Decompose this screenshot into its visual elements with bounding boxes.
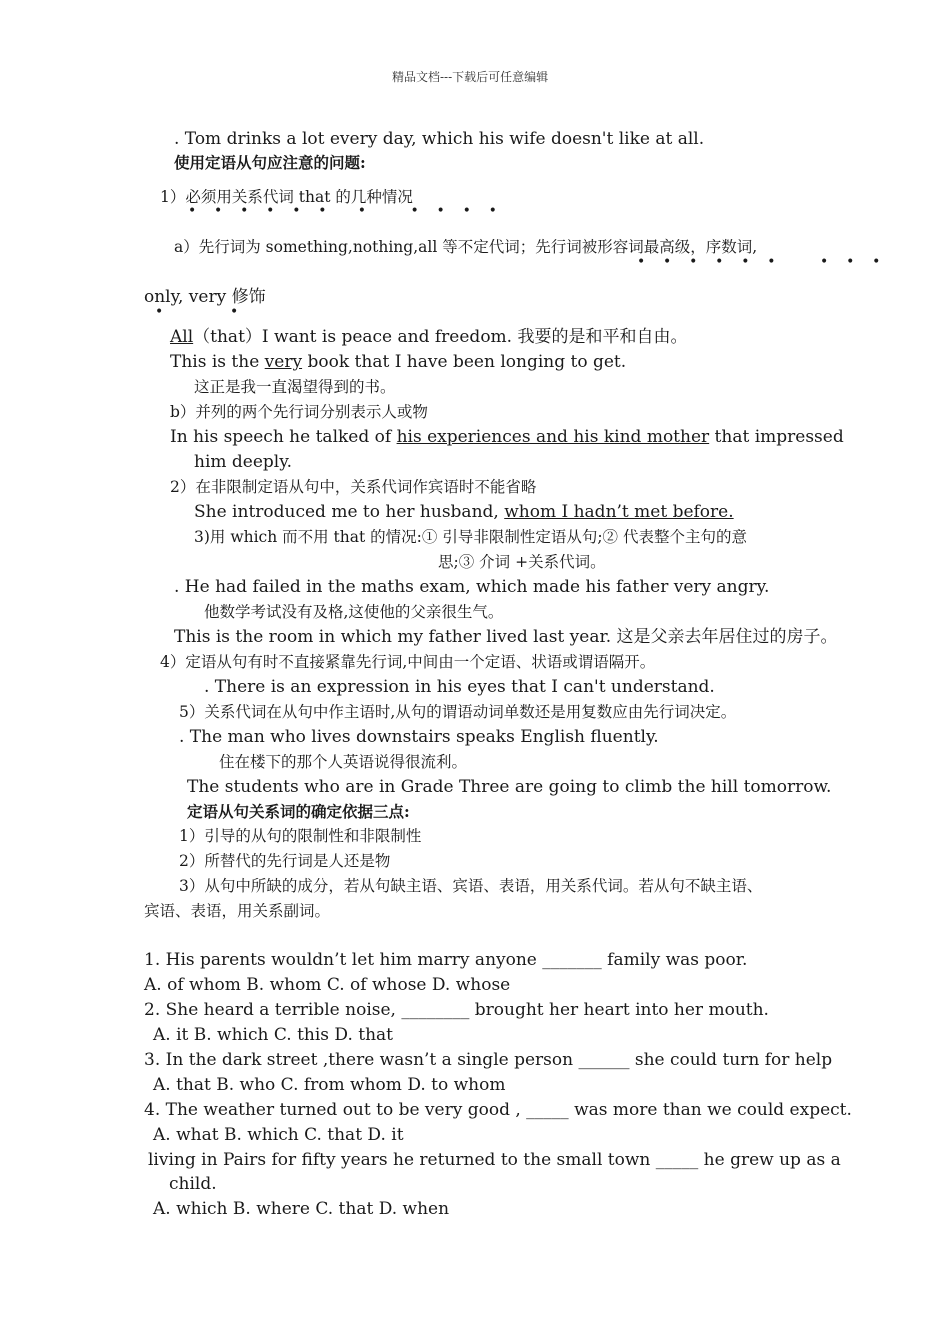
translation: 他数学考试没有及格,这使他的父亲很生气。 — [204, 603, 504, 621]
rule-item: 2）在非限制定语从句中，关系代词作宾语时不能省略 — [170, 478, 537, 496]
question-options: A. it B. which C. this D. that — [153, 1025, 394, 1045]
example-sentence — [170, 426, 844, 448]
example-sentence — [170, 351, 626, 373]
underlined-word: very — [264, 352, 303, 372]
rule-item: 思;③ 介词 +关系代词。 — [438, 553, 606, 571]
emphasis-dots: • • • • • • • • • — [637, 254, 881, 270]
section-heading: 定语从句关系词的确定依据三点: — [187, 802, 410, 821]
question-options: A. of whom B. whom C. of whose D. whose — [144, 975, 511, 995]
rule-item: b）并列的两个先行词分别表示人或物 — [170, 403, 428, 421]
example-sentence: him deeply. — [194, 452, 292, 472]
example-sentence: The students who are in Grade Three are going to climb the hill tomorrow. — [187, 777, 832, 797]
example-sentence: . There is an expression in his eyes that I can't understand. — [204, 677, 715, 697]
translation: 这正是我一直渴望得到的书。 — [194, 378, 396, 396]
emphasis-dots: • • — [155, 304, 239, 320]
page-header: 精品文档---下载后可任意编辑 — [392, 70, 549, 84]
question-options: A. that B. who C. from whom D. to whom — [153, 1075, 506, 1095]
question: 1. His parents wouldn’t let him marry anyone _______ family was poor. — [144, 950, 748, 970]
sentence-text: book that I have been longing to get. — [302, 352, 627, 372]
question: child. — [169, 1174, 217, 1194]
rule-item: 3）从句中所缺的成分，若从句缺主语、宾语、表语，用关系代词。若从句不缺主语、 — [179, 877, 763, 895]
question: living in Pairs for fifty years he returned to the small town _____ he grew up as a — [148, 1150, 841, 1170]
example-sentence — [170, 326, 687, 348]
rule-item: 1）必须用关系代词 that 的几种情况 — [160, 188, 413, 206]
sentence-text: （that）I want is peace and freedom. 我要的是和平和自由。 — [193, 327, 688, 347]
sentence-text: This is the — [170, 352, 265, 372]
rule-item: 2）所替代的先行词是人还是物 — [179, 852, 391, 870]
question-options: A. what B. which C. that D. it — [153, 1125, 404, 1145]
example-sentence: . He had failed in the maths exam, which made his father very angry. — [174, 577, 770, 597]
rule-item: 1）引导的从句的限制性和非限制性 — [179, 827, 422, 845]
example-sentence: . Tom drinks a lot every day, which his wife doesn't like at all. — [174, 129, 705, 149]
underlined-word: All — [170, 327, 194, 347]
rule-item: 5）关系代词在从句中作主语时,从句的谓语动词单数还是用复数应由先行词决定。 — [179, 703, 737, 721]
underlined-phrase: whom I hadn’t met before. — [504, 502, 734, 522]
question-options: A. which B. where C. that D. when — [153, 1199, 450, 1219]
rule-item: 宾语、表语，用关系副词。 — [144, 902, 331, 920]
rule-item: 3)用 which 而不用 that 的情况:① 引导非限制性定语从句;② 代表整个主句的意 — [194, 528, 747, 546]
sentence-text: that impressed — [709, 427, 844, 447]
sentence-text: She introduced me to her husband, — [194, 502, 505, 522]
underlined-phrase: his experiences and his kind mother — [396, 427, 710, 447]
rule-item: 4）定语从句有时不直接紧靠先行词,中间由一个定语、状语或谓语隔开。 — [160, 653, 656, 671]
example-sentence — [194, 501, 734, 523]
question: 2. She heard a terrible noise, ________ brought her heart into her mouth. — [144, 1000, 769, 1020]
rule-item: a）先行词为 something,nothing,all 等不定代词；先行词被形容词最高级，序数词, — [174, 238, 758, 256]
question: 4. The weather turned out to be very good , _____ was more than we could expect. — [144, 1100, 852, 1120]
section-heading: 使用定语从句应注意的问题: — [174, 153, 366, 172]
example-sentence: . The man who lives downstairs speaks English fluently. — [179, 727, 659, 747]
rule-item: only, very 修饰 — [144, 287, 266, 307]
translation: 住在楼下的那个人英语说得很流利。 — [219, 753, 468, 771]
example-sentence: This is the room in which my father lived last year. 这是父亲去年居住过的房子。 — [174, 627, 838, 647]
sentence-text: In his speech he talked of — [170, 427, 397, 447]
emphasis-dots: • • • • • • • • • • • — [188, 203, 497, 219]
question: 3. In the dark street ,there wasn’t a single person ______ she could turn for help — [144, 1050, 833, 1070]
